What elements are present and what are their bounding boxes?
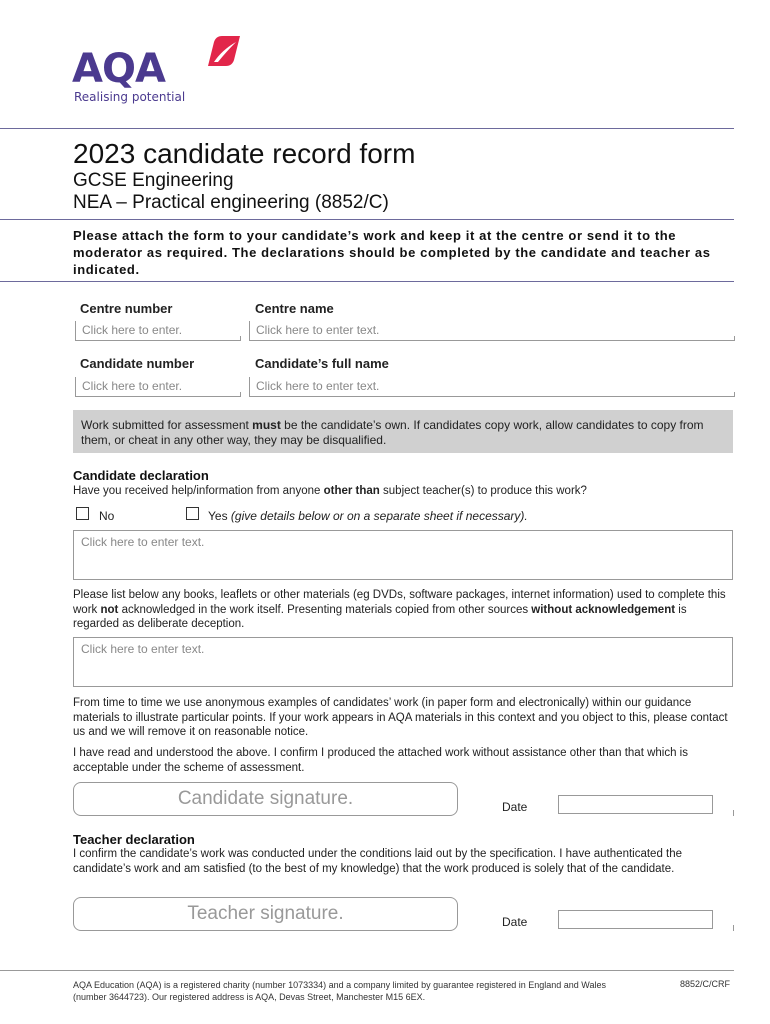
no-checkbox[interactable] bbox=[76, 507, 89, 520]
candidate-signature-field[interactable]: Candidate signature. bbox=[73, 782, 458, 816]
teacher-signature-field[interactable]: Teacher signature. bbox=[73, 897, 458, 931]
centre-number-field[interactable]: Click here to enter. bbox=[75, 321, 240, 341]
materials-instructions bbox=[73, 588, 733, 632]
question-text-start: Have you received help/information from anyone bbox=[73, 485, 324, 497]
materials-bold-2: without acknowledgement bbox=[531, 603, 676, 616]
yes-label-text: Yes bbox=[208, 509, 228, 523]
divider-intro bbox=[0, 281, 734, 282]
warning-text-start: Work submitted for assessment bbox=[81, 418, 253, 432]
materials-text-3: is regarded as deliberate deception. bbox=[73, 603, 687, 630]
question-text-end: subject teacher(s) to produce this work? bbox=[379, 485, 587, 497]
candidate-name-field[interactable]: Click here to enter text. bbox=[249, 377, 734, 397]
help-question bbox=[73, 484, 733, 499]
logo-mark-icon bbox=[204, 32, 244, 72]
form-code: 8852/C/CRF bbox=[680, 979, 731, 989]
materials-text-2: acknowledged in the work itself. Presenting materials copied from other sources bbox=[118, 603, 532, 616]
footer-legal: AQA Education (AQA) is a registered charity (number 1073334) and a company limited by guarantee registered in England and Wales (number 3644723). Our registered address is AQA, Devas Street, Manchester M15 6EX. bbox=[73, 980, 606, 1002]
materials-text-1: Please list below any books, leaflets or other materials (eg DVDs, software packages, internet information) used to complete this work bbox=[73, 589, 726, 616]
candidate-number-label: Candidate number bbox=[80, 356, 195, 371]
no-checkbox-label: No bbox=[99, 509, 115, 523]
divider-footer bbox=[0, 970, 734, 971]
aqa-logo bbox=[72, 32, 252, 112]
teacher-date-tick bbox=[733, 925, 734, 931]
teacher-date-label: Date bbox=[502, 915, 528, 929]
logo-text: AQA bbox=[72, 46, 165, 92]
warning-text-bold: must bbox=[252, 418, 281, 432]
component-title: NEA – Practical engineering (8852/C) bbox=[73, 192, 389, 213]
teacher-confirmation: I confirm the candidate’s work was conducted under the conditions laid out by the specification. I have authenticated the candidate’s work and am satisfied (to the best of my knowledge) that the work produced is solely that of the candidate. bbox=[73, 848, 683, 875]
centre-number-label: Centre number bbox=[80, 301, 173, 316]
candidate-declaration-heading: Candidate declaration bbox=[73, 468, 209, 483]
candidate-date-tick bbox=[733, 810, 734, 816]
candidate-name-label: Candidate’s full name bbox=[255, 356, 389, 371]
yes-hint-text: (give details below or on a separate sheet if necessary). bbox=[230, 509, 528, 523]
teacher-declaration-heading: Teacher declaration bbox=[73, 832, 195, 847]
divider-header bbox=[0, 219, 734, 220]
yes-checkbox-label bbox=[208, 509, 528, 523]
candidate-number-field[interactable]: Click here to enter. bbox=[75, 377, 240, 397]
divider-top bbox=[0, 128, 734, 129]
candidate-date-label: Date bbox=[502, 800, 528, 814]
centre-name-field[interactable]: Click here to enter text. bbox=[249, 321, 734, 341]
yes-checkbox[interactable] bbox=[186, 507, 199, 520]
teacher-date-field[interactable] bbox=[558, 910, 713, 929]
warning-text-end: be the candidate’s own. If candidates copy work, allow candidates to copy from them, or cheat in any other way, they may be disqualified. bbox=[81, 418, 704, 447]
intro-instructions: Please attach the form to your candidate’s work and keep it at the centre or send it to the moderator as required. The declarations should be completed by the candidate and teacher as indicated. bbox=[73, 228, 711, 277]
subject-title: GCSE Engineering bbox=[73, 170, 234, 191]
centre-name-label: Centre name bbox=[255, 301, 334, 316]
logo-tagline: Realising potential bbox=[74, 90, 186, 104]
anonymous-use-notice: From time to time we use anonymous examples of candidates’ work (in paper form and electronically) within our guidance materials to illustrate particular points. If your work appears in AQA materials in this context and you object to this, please contact us and we will remove it on reasonable notice. bbox=[73, 697, 728, 738]
materials-bold-1: not bbox=[100, 603, 119, 616]
page-title: 2023 candidate record form bbox=[73, 138, 416, 169]
question-text-bold: other than bbox=[323, 485, 380, 497]
help-details-field[interactable]: Click here to enter text. bbox=[73, 530, 733, 580]
materials-field[interactable]: Click here to enter text. bbox=[73, 637, 733, 687]
plagiarism-warning bbox=[73, 410, 733, 453]
candidate-confirmation: I have read and understood the above. I confirm I produced the attached work without assistance other than that which is acceptable under the scheme of assessment. bbox=[73, 747, 688, 774]
candidate-date-field[interactable] bbox=[558, 795, 713, 814]
